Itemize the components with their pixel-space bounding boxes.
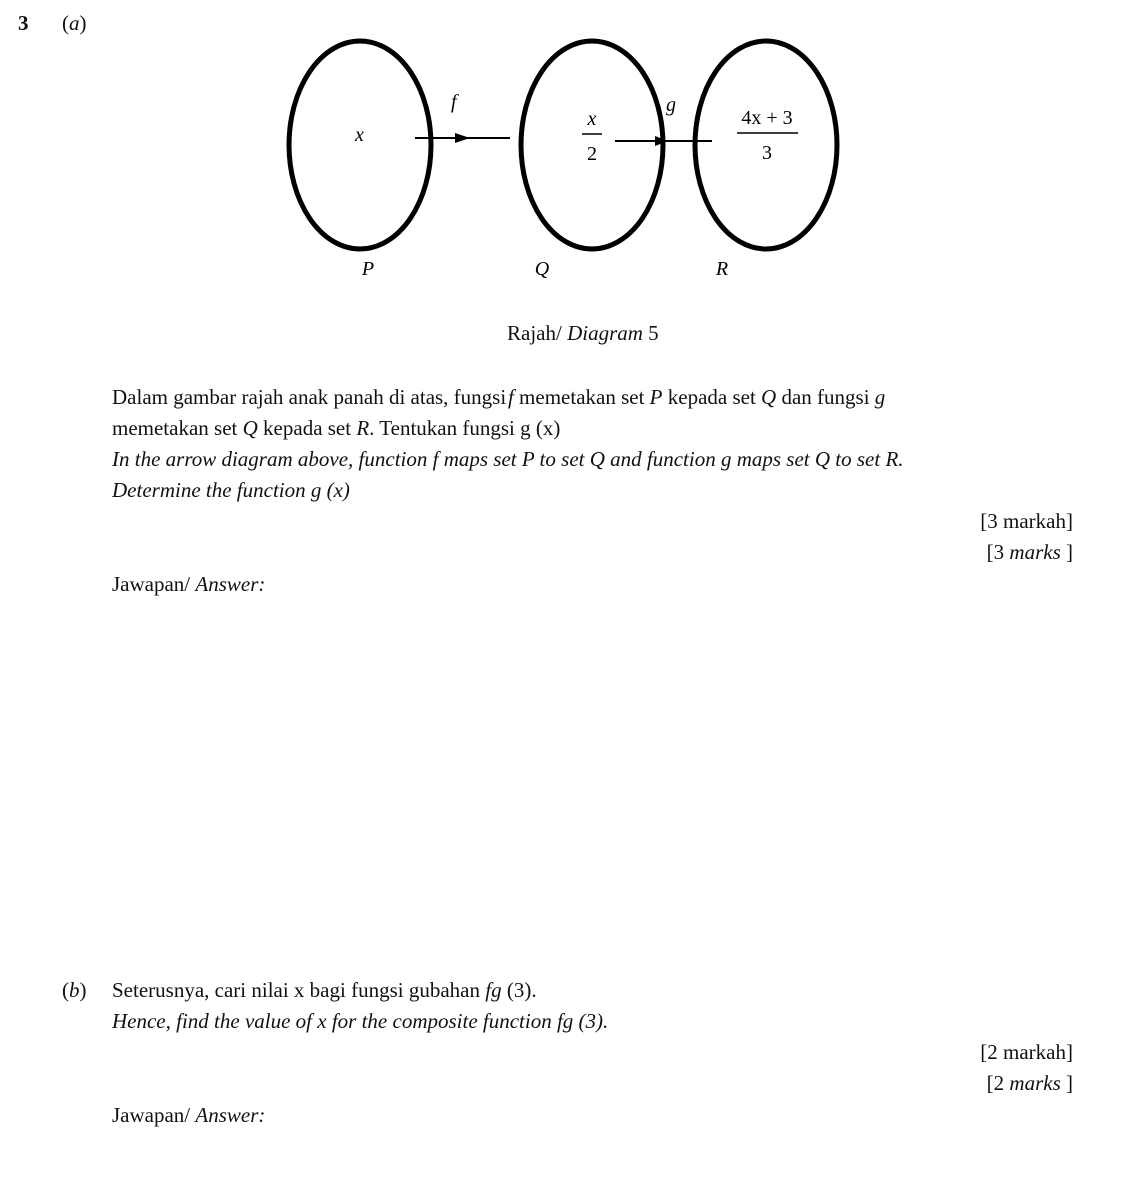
part-a-marks-english: [3 marks ] — [986, 540, 1073, 564]
question-number: 3 — [18, 11, 29, 35]
part-a-marks-malay: [3 markah] — [980, 509, 1073, 533]
set-label-p: P — [361, 258, 375, 280]
set-label-q: Q — [534, 258, 550, 280]
part-b-label: (b) — [62, 978, 87, 1002]
function-label-f: f — [451, 91, 457, 113]
part-b-marks-malay: [2 markah] — [980, 1040, 1073, 1064]
part-b-line-2: Hence, find the value of x for the composite function fg (3). — [112, 1009, 609, 1033]
part-a-line-4: Determine the function g (x) — [112, 478, 350, 502]
part-a-line-2: memetakan set Q kepada set R. Tentukan fungsi g (x) — [112, 416, 561, 440]
part-a-label: (a) — [62, 11, 87, 35]
part-b-line-1: Seterusnya, cari nilai x bagi fungsi gubahan fg (3). — [112, 978, 537, 1002]
diagram-caption: Rajah/ Diagram 5 — [507, 321, 659, 345]
part-b-marks-english: [2 marks ] — [986, 1071, 1073, 1095]
part-b-answer-label: Jawapan/ Answer: — [112, 1103, 266, 1127]
part-a-answer-label: Jawapan/ Answer: — [112, 572, 266, 596]
part-a-line-1: Dalam gambar rajah anak panah di atas, fungsi f memetakan set P kepada set Q dan fungsi g — [112, 385, 886, 409]
function-label-g: g — [666, 94, 676, 116]
element-r-denominator: 3 — [762, 142, 772, 164]
set-label-r: R — [715, 258, 729, 280]
element-p: x — [355, 124, 364, 146]
arrow-diagram — [0, 0, 1121, 300]
arrow-f-head — [455, 133, 470, 143]
part-a-line-3: In the arrow diagram above, function f maps set P to set Q and function g maps set Q to set R. — [112, 447, 904, 471]
element-r-numerator: 4x + 3 — [741, 107, 793, 129]
element-q-denominator: 2 — [587, 143, 597, 165]
element-q-numerator: x — [587, 108, 597, 130]
